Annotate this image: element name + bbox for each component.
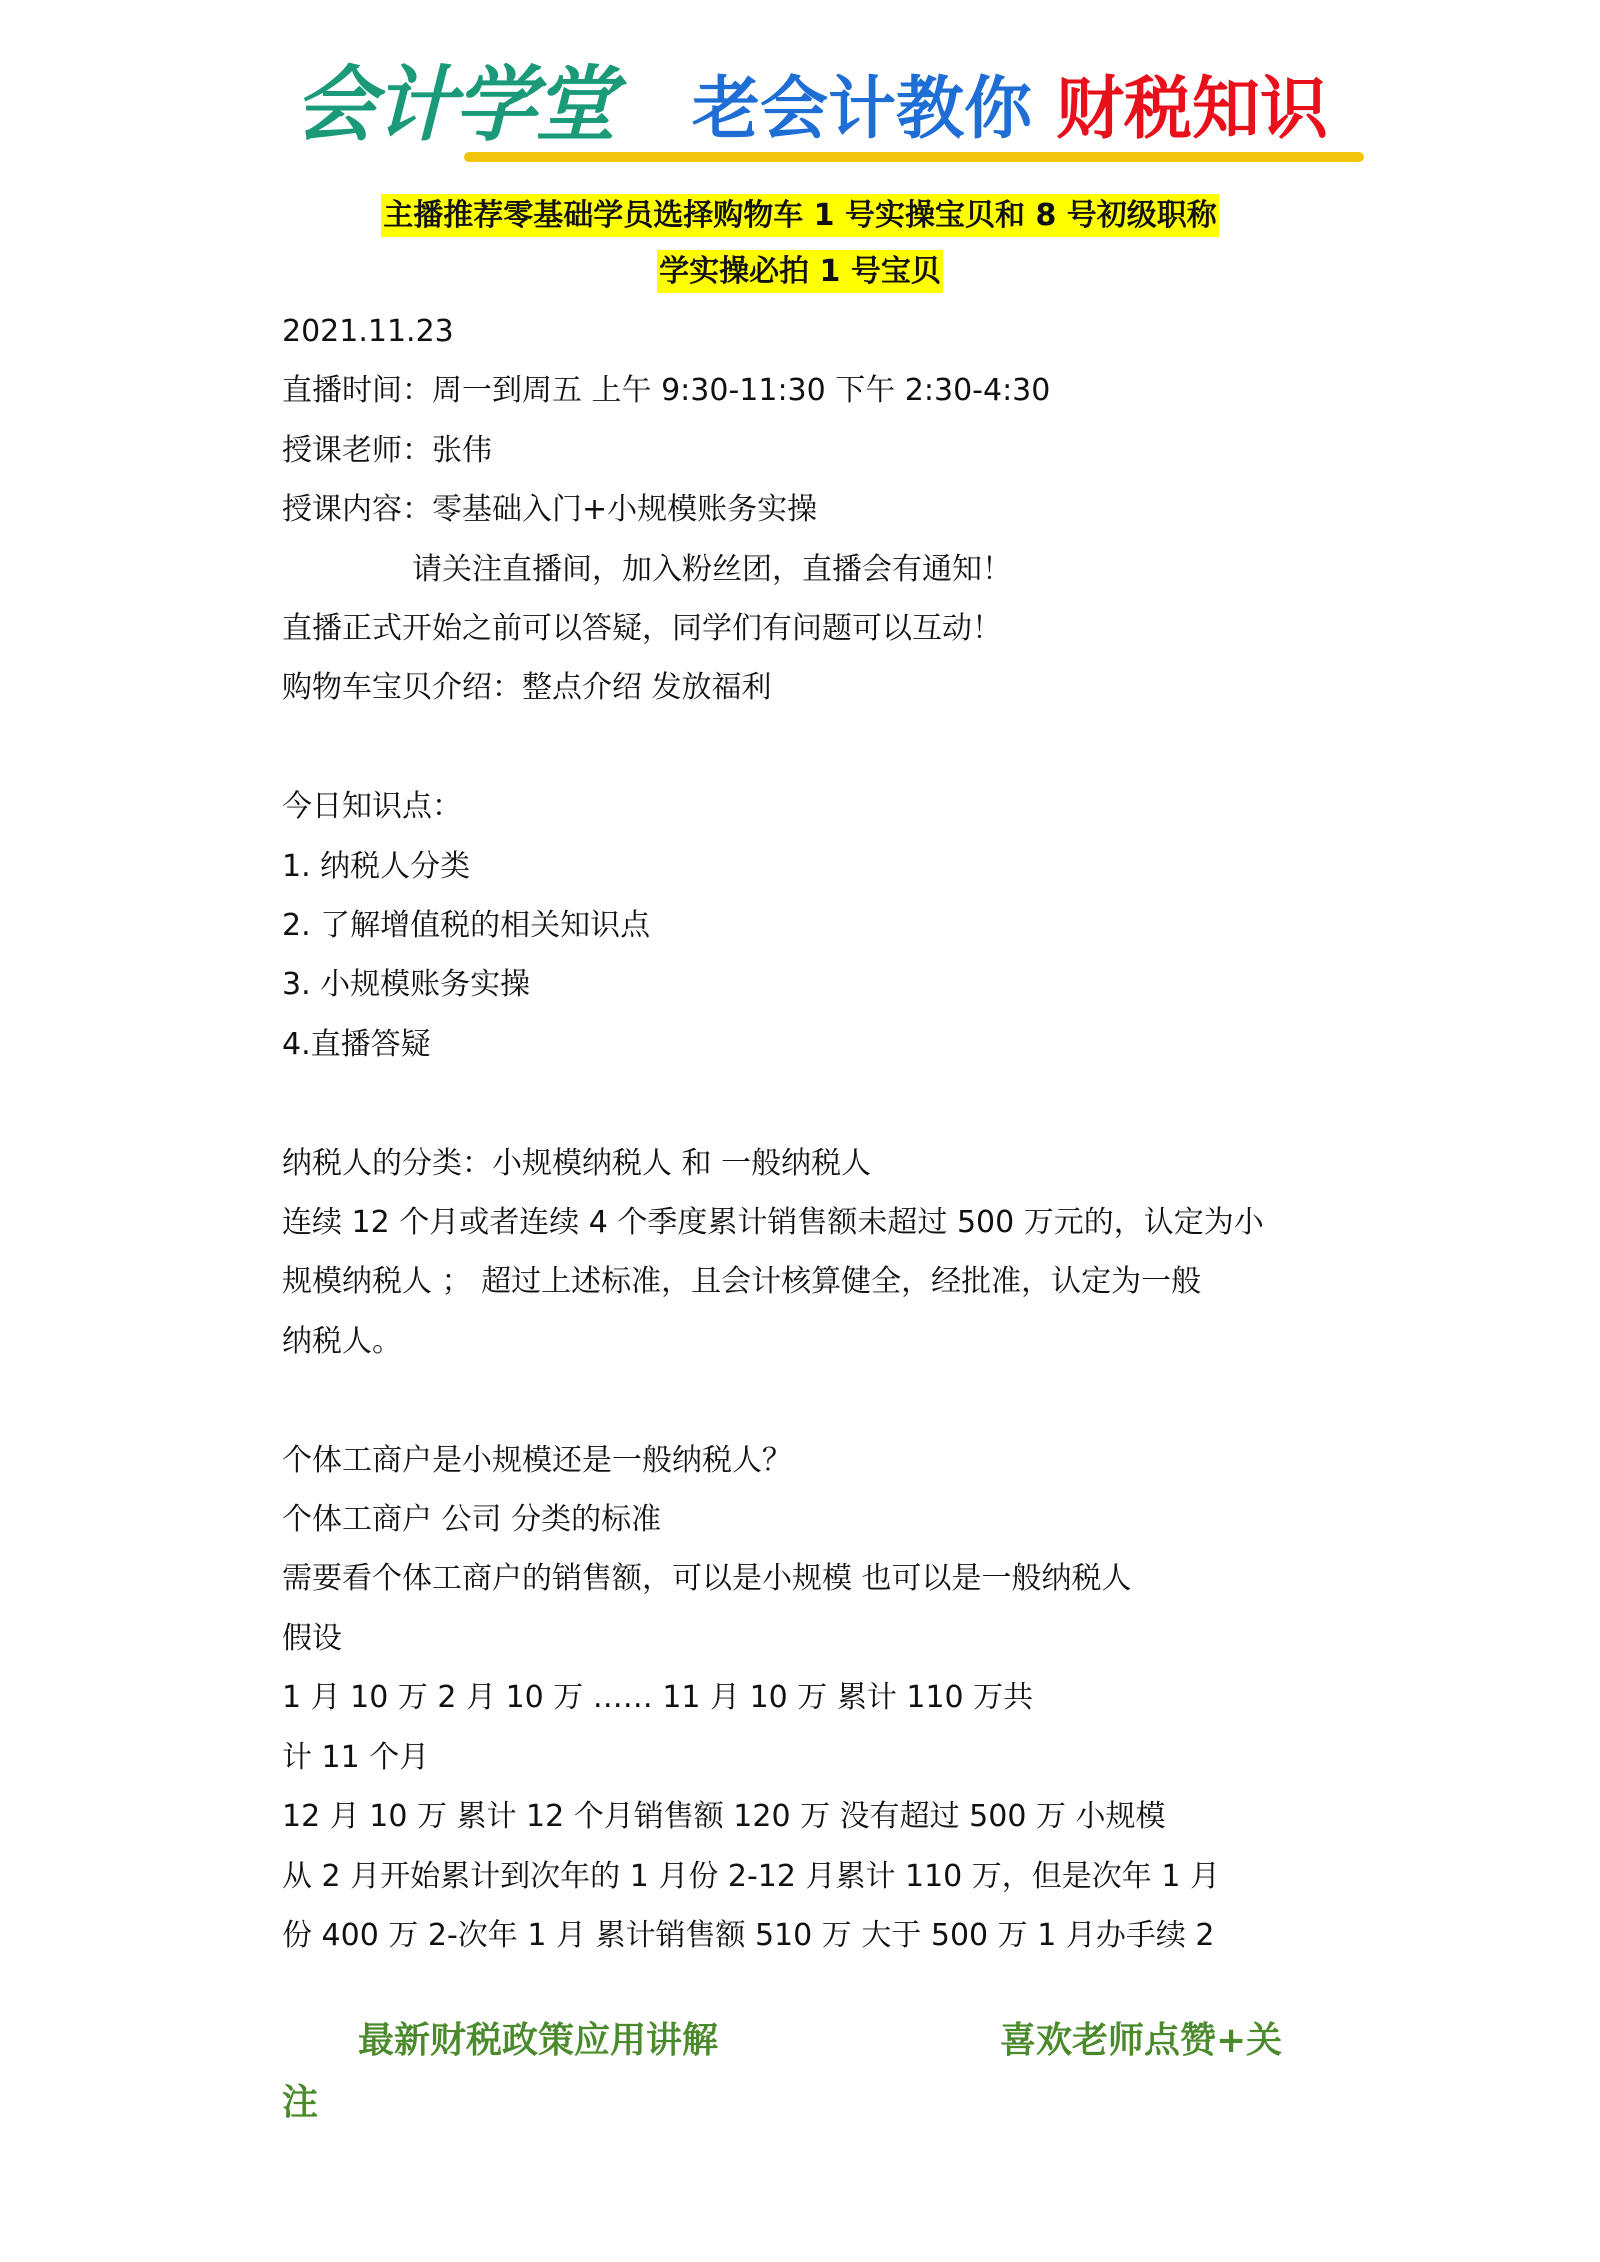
banner-slogan-red: 财税知识 [1056,70,1329,149]
qa-note: 直播正式开始之前可以答疑，同学们有问题可以互动！ [282,611,1002,647]
footer-right-tail: 注 [282,2082,319,2123]
knowledge-item: 2. 了解增值税的相关知识点 [282,908,651,944]
headline-line-2: 学实操必拍 1 号宝贝 [657,250,943,293]
individual-line: 假设 [282,1620,342,1656]
cart-intro: 购物车宝贝介绍：整点介绍 发放福利 [282,670,772,706]
knowledge-item: 1. 纳税人分类 [282,848,471,884]
knowledge-heading: 今日知识点： [282,789,462,825]
headline-line-1: 主播推荐零基础学员选择购物车 1 号实操宝贝和 8 号初级职称 [381,194,1219,237]
individual-line: 需要看个体工商户的销售额，可以是小规模 也可以是一般纳税人 [282,1561,1132,1597]
banner-slogan-blue: 老会计教你 [692,70,1033,149]
date: 2021.11.23 [282,314,454,349]
classification-line: 纳税人。 [282,1323,402,1359]
classification-line: 规模纳税人 ； 超过上述标准，且会计核算健全，经批准，认定为一般 [282,1264,1202,1300]
brand-logo: 会计学堂 [294,58,614,153]
document-body [282,302,1334,1965]
individual-line: 从 2 月开始累计到次年的 1 月份 2-12 月累计 110 万，但是次年 1 月 [282,1858,1220,1894]
course-content: 授课内容：零基础入门+小规模账务实操 [282,492,818,528]
individual-question: 个体工商户是小规模还是一般纳税人？ [282,1442,792,1478]
notice: 请关注直播间，加入粉丝团，直播会有通知！ [412,551,1012,587]
classification-line: 连续 12 个月或者连续 4 个季度累计销售额未超过 500 万元的，认定为小 [282,1205,1264,1241]
teacher: 授课老师：张伟 [282,432,492,468]
knowledge-item: 3. 小规模账务实操 [282,967,531,1003]
footer-right-text: 喜欢老师点赞+关 [1000,2020,1283,2061]
headline [300,188,1300,300]
individual-line: 份 400 万 2-次年 1 月 累计销售额 510 万 大于 500 万 1 月办手续 2 [282,1917,1215,1953]
knowledge-item: 4.直播答疑 [282,1026,431,1062]
individual-line: 12 月 10 万 累计 12 个月销售额 120 万 没有超过 500 万 小规模 [282,1799,1166,1835]
individual-line: 1 月 10 万 2 月 10 万 …… 11 月 10 万 累计 110 万共 [282,1680,1034,1716]
individual-line: 计 11 个月 [282,1739,430,1775]
banner [294,56,1374,168]
footer-left-text: 最新财税政策应用讲解 [358,2020,719,2061]
classification-title: 纳税人的分类：小规模纳税人 和 一般纳税人 [282,1145,872,1181]
individual-line: 个体工商户 公司 分类的标准 [282,1502,662,1538]
schedule: 直播时间：周一到周五 上午 9:30-11:30 下午 2:30-4:30 [282,373,1051,409]
